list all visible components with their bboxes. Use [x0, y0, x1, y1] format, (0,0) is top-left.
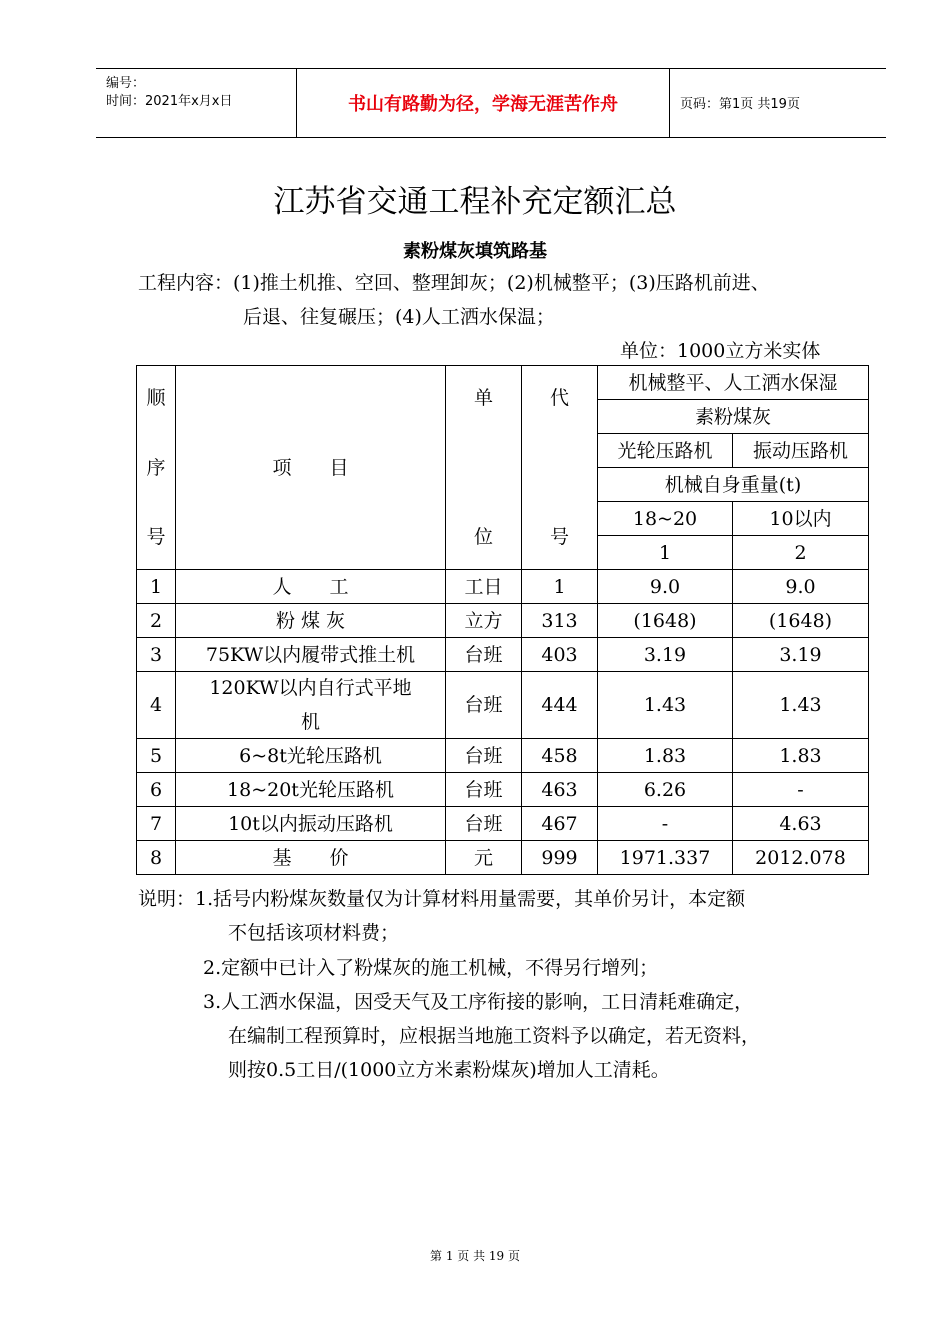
cell-unit: 台班 — [446, 672, 522, 739]
cell-item: 人 工 — [176, 570, 446, 604]
cell-v1: - — [598, 807, 733, 841]
number-label: 编号： — [106, 76, 146, 91]
document-title: 江苏省交通工程补充定额汇总 — [273, 184, 677, 220]
cell-unit: 台班 — [446, 807, 522, 841]
header-colnum2: 2 — [733, 536, 869, 570]
cell-item: 75KW以内履带式推土机 — [176, 638, 446, 672]
note-3-line-3: 则按0.5工日/(1000立方米素粉煤灰)增加人工清耗。 — [228, 1059, 670, 1081]
header-weight1: 18~20 — [598, 502, 733, 536]
header-seq-3: 号 — [146, 526, 166, 548]
cell-item-line2: 机 — [300, 711, 320, 733]
header-code-2: 号 — [549, 526, 569, 548]
cell-item — [176, 672, 446, 739]
header-unit-2: 位 — [473, 526, 493, 548]
cell-v2: 1.43 — [733, 672, 869, 739]
cell-seq: 4 — [137, 672, 176, 739]
header-weight: 机械自身重量(t) — [598, 468, 869, 502]
cell-v2: 3.19 — [733, 638, 869, 672]
cell-seq: 6 — [137, 773, 176, 807]
cell-v2: - — [733, 773, 869, 807]
header-seq-2: 序 — [146, 456, 166, 479]
note-3-line-2: 在编制工程预算时，应根据当地施工资料予以确定，若无资料， — [228, 1025, 761, 1047]
cell-item: 粉 煤 灰 — [176, 604, 446, 638]
cell-item: 18~20t光轮压路机 — [176, 773, 446, 807]
unit-label: 单位：1000立方米实体 — [620, 340, 821, 362]
cell-v1: (1648) — [598, 604, 733, 638]
cell-v1: 9.0 — [598, 570, 733, 604]
header-group2: 素粉煤灰 — [598, 400, 869, 434]
cell-item: 6~8t光轮压路机 — [176, 739, 446, 773]
cell-v1: 1.83 — [598, 739, 733, 773]
cell-seq: 3 — [137, 638, 176, 672]
table-row — [137, 604, 869, 638]
header-unit-1: 单 — [473, 387, 493, 409]
cell-seq: 2 — [137, 604, 176, 638]
cell-seq: 1 — [137, 570, 176, 604]
cell-v1: 1971.337 — [598, 841, 733, 875]
work-content-line-1: 工程内容：(1)推土机推、空回、整理卸灰；(2)机械整平；(3)压路机前进、 — [138, 272, 770, 294]
cell-code: 1 — [522, 570, 598, 604]
cell-code: 458 — [522, 739, 598, 773]
cell-v1: 3.19 — [598, 638, 733, 672]
cell-v2: 1.83 — [733, 739, 869, 773]
table-row — [137, 672, 869, 739]
header-code-1: 代 — [549, 387, 569, 409]
note-1-line-2: 不包括该项材料费； — [228, 922, 400, 944]
table-row — [137, 773, 869, 807]
document-header — [96, 68, 886, 138]
cell-code: 999 — [522, 841, 598, 875]
cell-unit: 台班 — [446, 739, 522, 773]
header-motto: 书山有路勤为径，学海无涯苦作舟 — [297, 69, 670, 137]
header-machine1: 光轮压路机 — [598, 434, 733, 468]
work-content-line-2: 后退、往复碾压；(4)人工洒水保温； — [243, 306, 555, 328]
cell-v1: 1.43 — [598, 672, 733, 739]
cell-unit: 工日 — [446, 570, 522, 604]
cell-code: 467 — [522, 807, 598, 841]
note-1-line-1: 说明：1.括号内粉煤灰数量仅为计算材料用量需要，其单价另计，本定额 — [138, 888, 746, 910]
cell-seq: 8 — [137, 841, 176, 875]
note-2: 2.定额中已计入了粉煤灰的施工机械，不得另行增列； — [203, 957, 659, 979]
header-code — [522, 366, 598, 570]
page-footer: 第 1 页 共 19 页 — [430, 1249, 520, 1263]
note-3-line-1: 3.人工洒水保温，因受天气及工序衔接的影响，工日清耗难确定， — [203, 991, 754, 1013]
table-row — [137, 807, 869, 841]
cell-seq: 7 — [137, 807, 176, 841]
cell-unit: 元 — [446, 841, 522, 875]
cell-v1: 6.26 — [598, 773, 733, 807]
cell-v2: 4.63 — [733, 807, 869, 841]
cell-unit: 立方 — [446, 604, 522, 638]
cell-code: 313 — [522, 604, 598, 638]
cell-item: 10t以内振动压路机 — [176, 807, 446, 841]
header-seq — [137, 366, 176, 570]
cell-code: 403 — [522, 638, 598, 672]
cell-seq: 5 — [137, 739, 176, 773]
header-seq-1: 顺 — [146, 387, 166, 409]
cell-code: 463 — [522, 773, 598, 807]
cell-unit: 台班 — [446, 638, 522, 672]
cell-v2: (1648) — [733, 604, 869, 638]
header-weight2: 10以内 — [733, 502, 869, 536]
time-label: 时间：2021年x月x日 — [106, 94, 233, 109]
quota-table — [136, 365, 869, 875]
table-row — [137, 841, 869, 875]
header-page-info: 页码：第1页 共19页 — [680, 97, 800, 112]
cell-code: 444 — [522, 672, 598, 739]
document-subtitle: 素粉煤灰填筑路基 — [403, 241, 547, 262]
table-row — [137, 570, 869, 604]
header-group1: 机械整平、人工洒水保湿 — [598, 366, 869, 400]
cell-v2: 9.0 — [733, 570, 869, 604]
header-item: 项 目 — [176, 366, 446, 570]
cell-v2: 2012.078 — [733, 841, 869, 875]
table-row — [137, 739, 869, 773]
cell-unit: 台班 — [446, 773, 522, 807]
header-unit — [446, 366, 522, 570]
table-row — [137, 638, 869, 672]
header-machine2: 振动压路机 — [733, 434, 869, 468]
header-colnum1: 1 — [598, 536, 733, 570]
header-meta — [96, 69, 297, 137]
cell-item: 基 价 — [176, 841, 446, 875]
cell-item-line1: 120KW以内自行式平地 — [209, 677, 412, 699]
